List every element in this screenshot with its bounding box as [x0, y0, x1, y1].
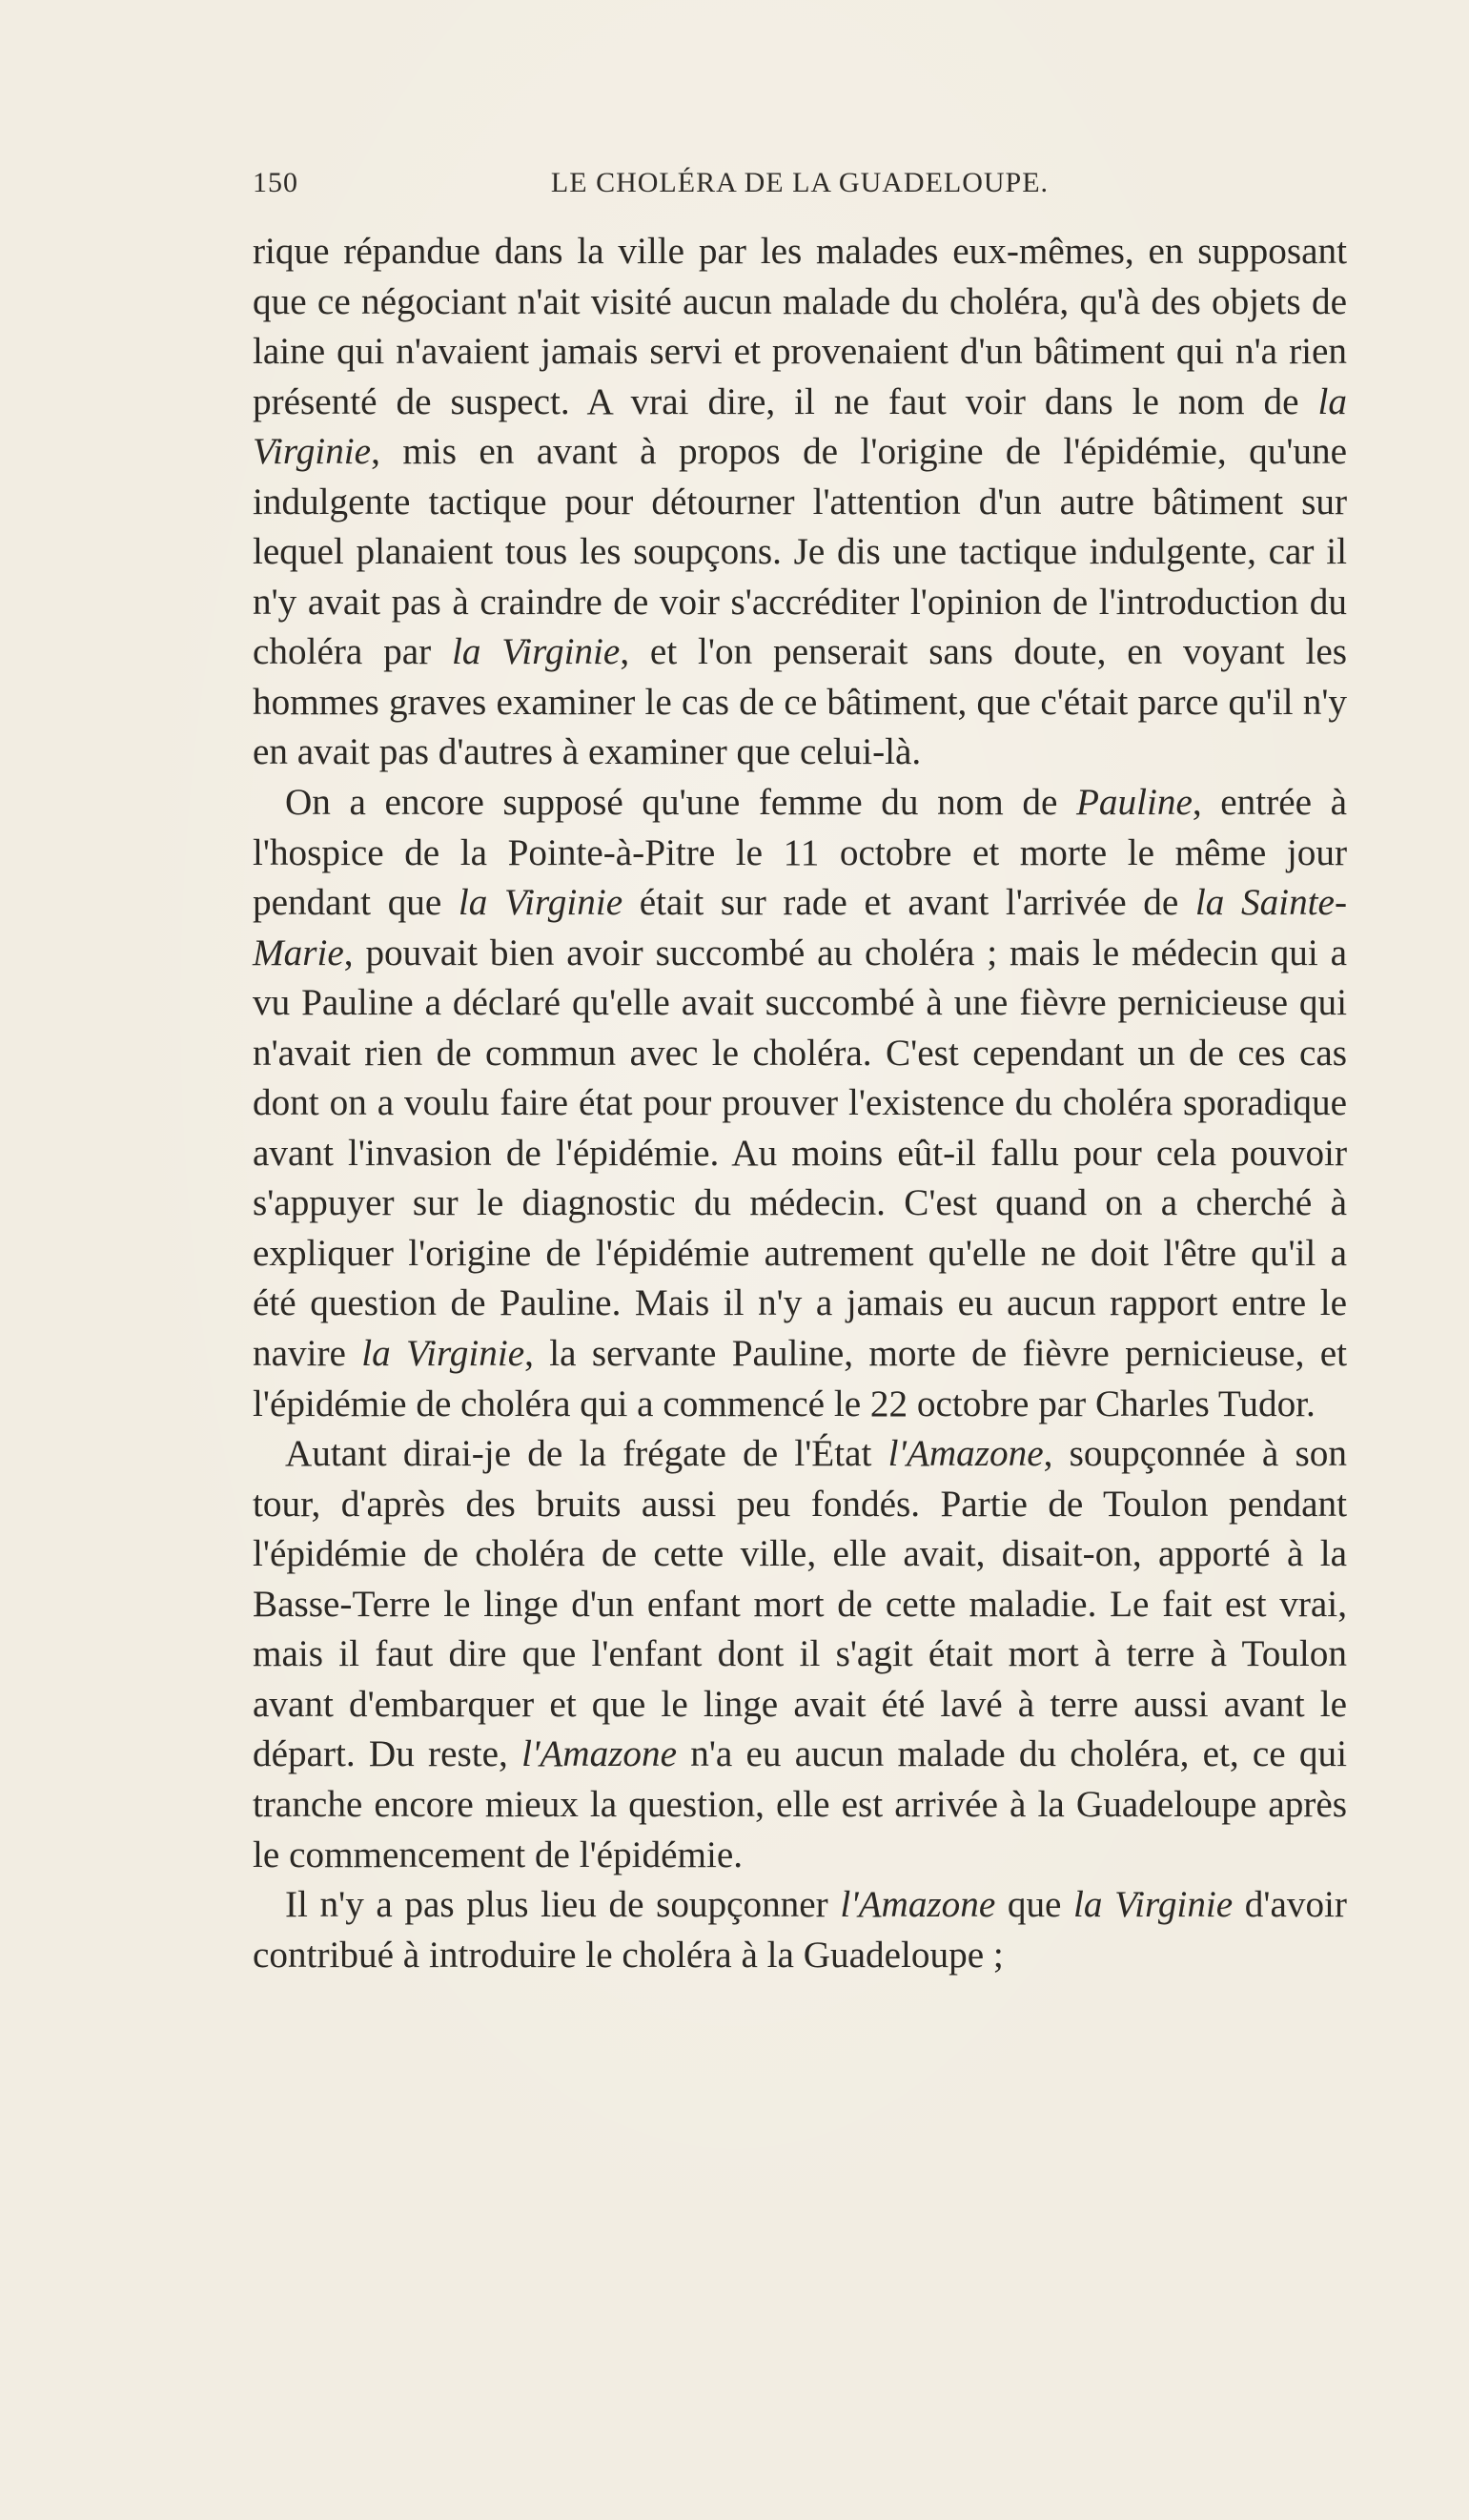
- text-run: que: [995, 1884, 1074, 1926]
- text-run: , mis en avant à propos de l'origine de l'épidémie, qu'une indulgente tactique pour détourner l'attention d'un autre bâtiment sur lequel planaient tous les soupçons. Je dis une tactique indulgente, car il n'y avait pas à craindre de voir s'accréditer l'opinion de l'introduction du choléra par: [253, 431, 1347, 673]
- text-run: , et l'on penserait sans doute, en voyant les hommes graves examiner le cas de ce bâtiment, que c'était parce qu'il n'y en avait pas d'autres à examiner que celui-là.: [253, 631, 1347, 773]
- text-run: Il n'y a pas plus lieu de soupçonner: [285, 1884, 841, 1926]
- page-header: [253, 167, 1347, 215]
- italic-text: la Virginie: [361, 1333, 525, 1375]
- page-number: 150: [253, 167, 298, 198]
- running-title: LE CHOLÉRA DE LA GUADELOUPE.: [550, 167, 1050, 198]
- text-run: était sur rade et avant l'arrivée de: [622, 882, 1195, 924]
- italic-text: la Virginie: [451, 631, 621, 673]
- body-text: [253, 227, 1347, 1980]
- italic-text: la Virginie: [458, 882, 623, 924]
- text-run: , la servante Pauline, morte de fièvre pernicieuse, et l'épidémie de choléra qui a commencé le 22 octobre par Charles Tudor.: [253, 1333, 1347, 1424]
- text-run: , soupçonnée à son tour, d'après des bruits aussi peu fondés. Partie de Toulon pendant l'épidémie de choléra de cette ville, elle avait, disait-on, apporté à la Basse-Terre le linge d'un enfant mort de cette maladie. Le fait est vrai, mais il faut dire que l'enfant dont il s'agit était mort à terre à Toulon avant d'embarquer et que le linge avait été lavé à terre aussi avant le départ. Du reste,: [253, 1433, 1347, 1775]
- paragraph: [253, 1880, 1347, 1980]
- text-run: On a encore supposé qu'une femme du nom de: [285, 782, 1076, 824]
- italic-text: l'Amazone: [521, 1733, 677, 1775]
- italic-text: la Virginie: [1073, 1884, 1234, 1926]
- paragraph: [253, 778, 1347, 1429]
- text-run: rique répandue dans la ville par les malades eux-mêmes, en supposant que ce négociant n'ait visité aucun malade du choléra, qu'à des objets de laine qui n'avaient jamais servi et provenaient d'un bâtiment qui n'a rien présenté de suspect. A vrai dire, il ne faut voir dans le nom de: [253, 231, 1347, 422]
- italic-text: la Virginie: [253, 380, 1347, 473]
- text-run: Autant dirai-je de la frégate de l'État: [285, 1433, 888, 1475]
- italic-text: l'Amazone: [840, 1884, 996, 1926]
- text-run: n'a eu aucun malade du choléra, et, ce qui tranche encore mieux la question, elle est arrivée à la Guadeloupe après le commencement de l'épidémie.: [253, 1733, 1348, 1875]
- text-run: d'avoir contribué à introduire le choléra à la Guadeloupe ;: [253, 1884, 1347, 1976]
- italic-text: l'Amazone: [888, 1433, 1044, 1475]
- text-run: , pouvait bien avoir succombé au choléra ; mais le médecin qui a vu Pauline a déclaré qu'elle avait succombé à une fièvre pernicieuse qui n'avait rien de commun avec le choléra. C'est cependant un de ces cas dont on a voulu faire état pour prouver l'existence du choléra sporadique avant l'invasion de l'épidémie. Au moins eût-il fallu pour cela pouvoir s'appuyer sur le diagnostic du médecin. C'est quand on a cherché à expliquer l'origine de l'épidémie autrement qu'elle ne doit l'être qu'il a été question de Pauline. Mais il n'y a jamais eu aucun rapport entre le navire: [253, 932, 1347, 1375]
- text-run: , entrée à l'hospice de la Pointe-à-Pitre le 11 octobre et morte le même jour pendant que: [253, 782, 1347, 924]
- paragraph: [253, 227, 1347, 778]
- italic-text: Pauline: [1075, 782, 1193, 824]
- paragraph: [253, 1429, 1347, 1880]
- italic-text: la Sainte-Marie: [253, 882, 1347, 973]
